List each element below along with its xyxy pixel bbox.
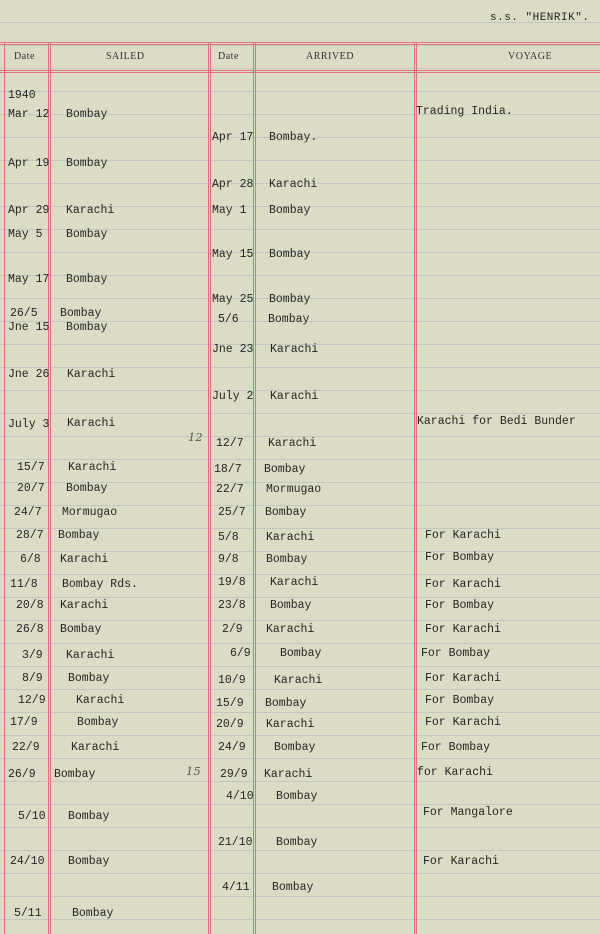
sailed-place: Karachi	[67, 417, 116, 430]
arrived-place: Karachi	[266, 623, 315, 636]
arrived-date: 25/7	[218, 506, 246, 519]
arrived-place: Bombay	[269, 248, 311, 261]
column-rule	[50, 42, 51, 934]
arrived-date: 2/9	[222, 623, 243, 636]
arrived-place: Karachi	[269, 178, 318, 191]
sailed-place: Karachi	[68, 461, 117, 474]
column-rule	[208, 42, 209, 934]
voyage-note: Trading India.	[416, 105, 513, 118]
arrived-place: Bombay	[272, 881, 314, 894]
arrived-place: Karachi	[268, 437, 317, 450]
voyage-note: For Mangalore	[423, 806, 513, 819]
arrived-date: 12/7	[216, 437, 244, 450]
arrived-place: Bombay	[268, 313, 310, 326]
sailed-place: Bombay	[66, 108, 108, 121]
header-date-sailed: Date	[14, 51, 35, 62]
arrived-place: Karachi	[274, 674, 323, 687]
sailed-date: 5/11	[14, 907, 42, 920]
arrived-place: Bombay.	[269, 131, 318, 144]
arrived-date: Apr 28	[212, 178, 254, 191]
sailed-place: Karachi	[66, 204, 115, 217]
sailed-place: Bombay	[68, 855, 110, 868]
arrived-place: Bombay	[269, 204, 311, 217]
voyage-note: Karachi for Bedi Bunder	[417, 415, 576, 428]
sailed-date: 24/7	[14, 506, 42, 519]
arrived-place: Bombay	[264, 463, 306, 476]
sailed-date: 24/10	[10, 855, 45, 868]
sailed-date: 15/7	[17, 461, 45, 474]
margin-mark: 12	[188, 430, 203, 444]
sailed-date: Jne 15	[8, 321, 50, 334]
arrived-date: Jne 23	[212, 343, 254, 356]
sailed-place: Bombay	[66, 157, 108, 170]
sailed-place: Bombay	[60, 623, 102, 636]
sailed-place: Karachi	[60, 553, 109, 566]
sailed-place: Bombay	[60, 307, 102, 320]
arrived-place: Bombay	[274, 741, 316, 754]
voyage-note: For Bombay	[425, 551, 495, 564]
header-voyage: VOYAGE	[508, 51, 553, 62]
sailed-date: 8/9	[22, 672, 43, 685]
sailed-place: Karachi	[66, 649, 115, 662]
arrived-date: 18/7	[214, 463, 242, 476]
arrived-date: July 2	[212, 390, 254, 403]
sailed-date: 20/8	[16, 599, 44, 612]
arrived-date: May 15	[212, 248, 254, 261]
sailed-place: Bombay	[58, 529, 100, 542]
margin-mark: 15	[186, 764, 201, 778]
sailed-date: July 3	[8, 418, 50, 431]
voyage-note: For Karachi	[425, 529, 501, 542]
arrived-date: 4/11	[222, 881, 250, 894]
year: 1940	[8, 89, 36, 102]
voyage-note: For Karachi	[423, 855, 499, 868]
arrived-place: Karachi	[264, 768, 313, 781]
voyage-note: For Karachi	[425, 672, 501, 685]
voyage-note: for Karachi	[417, 766, 493, 779]
sailed-date: 20/7	[17, 482, 45, 495]
sailed-date: 17/9	[10, 716, 38, 729]
voyage-note: For Karachi	[425, 578, 501, 591]
sailed-place: Bombay	[66, 321, 108, 334]
header-sailed: SAILED	[106, 51, 145, 62]
sailed-place: Bombay	[66, 482, 108, 495]
sailed-place: Bombay	[77, 716, 119, 729]
arrived-date: 20/9	[216, 718, 244, 731]
sailed-place: Karachi	[71, 741, 120, 754]
sailed-place: Mormugao	[62, 506, 118, 519]
sailed-date: 26/5	[10, 307, 38, 320]
sailed-date: 11/8	[10, 578, 38, 591]
voyage-note: For Bombay	[421, 647, 491, 660]
arrived-date: 5/6	[218, 313, 239, 326]
voyage-note: For Bombay	[425, 694, 495, 707]
sailed-place: Bombay	[66, 228, 108, 241]
sailed-place: Bombay	[54, 768, 96, 781]
column-rule	[414, 42, 415, 934]
header-top-rule	[0, 42, 600, 43]
voyage-note: For Bombay	[425, 599, 495, 612]
arrived-date: 15/9	[216, 697, 244, 710]
arrived-date: 21/10	[218, 836, 253, 849]
arrived-place: Mormugao	[266, 483, 322, 496]
column-rule	[416, 42, 417, 934]
arrived-place: Bombay	[265, 506, 307, 519]
header-arrived: ARRIVED	[306, 51, 354, 62]
arrived-place: Karachi	[270, 576, 319, 589]
sailed-date: 5/10	[18, 810, 46, 823]
arrived-date: Apr 17	[212, 131, 254, 144]
header-date-arrived: Date	[218, 51, 239, 62]
sailed-place: Bombay	[72, 907, 114, 920]
sailed-date: 22/9	[12, 741, 40, 754]
voyage-note: For Karachi	[425, 716, 501, 729]
sailed-place: Karachi	[76, 694, 125, 707]
header-rule	[0, 44, 600, 45]
sailed-date: Apr 29	[8, 204, 50, 217]
header-bottom-rule-2	[0, 72, 600, 73]
arrived-place: Bombay	[276, 790, 318, 803]
column-rule	[255, 42, 256, 934]
arrived-place: Karachi	[270, 343, 319, 356]
arrived-date: May 1	[212, 204, 247, 217]
sailed-date: 26/9	[8, 768, 36, 781]
sailed-date: Apr 19	[8, 157, 50, 170]
arrived-date: 5/8	[218, 531, 239, 544]
sailed-place: Bombay	[68, 810, 110, 823]
arrived-date: 10/9	[218, 674, 246, 687]
arrived-place: Karachi	[266, 531, 315, 544]
arrived-date: 29/9	[220, 768, 248, 781]
column-rule	[210, 42, 211, 934]
arrived-place: Bombay	[270, 599, 312, 612]
arrived-place: Bombay	[265, 697, 307, 710]
arrived-date: May 25	[212, 293, 254, 306]
sailed-date: 28/7	[16, 529, 44, 542]
arrived-place: Bombay	[280, 647, 322, 660]
sailed-place: Bombay Rds.	[62, 578, 138, 591]
arrived-place: Karachi	[270, 390, 319, 403]
arrived-place: Bombay	[276, 836, 318, 849]
arrived-place: Karachi	[266, 718, 315, 731]
sailed-place: Karachi	[67, 368, 116, 381]
sailed-place: Bombay	[66, 273, 108, 286]
sailed-date: 6/8	[20, 553, 41, 566]
arrived-date: 22/7	[216, 483, 244, 496]
header-bottom-rule	[0, 70, 600, 71]
sailed-date: 26/8	[16, 623, 44, 636]
arrived-date: 23/8	[218, 599, 246, 612]
ship-name: s.s. "HENRIK".	[490, 12, 590, 24]
arrived-date: 4/10	[226, 790, 254, 803]
arrived-place: Bombay	[266, 553, 308, 566]
arrived-date: 6/9	[230, 647, 251, 660]
column-rule	[4, 42, 5, 934]
sailed-date: May 17	[8, 273, 50, 286]
sailed-date: Jne 26	[8, 368, 50, 381]
arrived-date: 19/8	[218, 576, 246, 589]
sailed-date: Mar 12	[8, 108, 50, 121]
arrived-place: Bombay	[269, 293, 311, 306]
column-rule	[48, 42, 49, 934]
arrived-date: 9/8	[218, 553, 239, 566]
sailed-date: 3/9	[22, 649, 43, 662]
arrived-date: 24/9	[218, 741, 246, 754]
sailed-place: Karachi	[60, 599, 109, 612]
sailed-date: 12/9	[18, 694, 46, 707]
voyage-note: For Bombay	[421, 741, 491, 754]
sailed-date: May 5	[8, 228, 43, 241]
voyage-note: For Karachi	[425, 623, 501, 636]
sailed-place: Bombay	[68, 672, 110, 685]
